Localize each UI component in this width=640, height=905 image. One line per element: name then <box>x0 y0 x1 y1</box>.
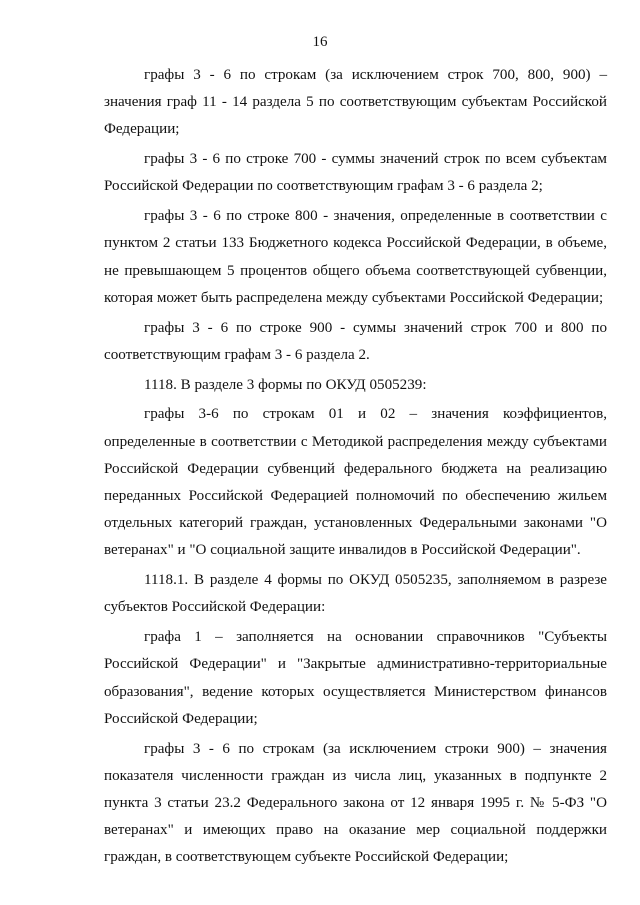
paragraph: графы 3 - 6 по строке 700 - суммы значений строк по всем субъектам Российской Федерации по соответствующим графам 3 - 6 раздела 2; <box>104 151 607 195</box>
paragraph: 1118.1. В разделе 4 формы по ОКУД 0505235, заполняемом в разрезе субъектов Российской Федерации: <box>104 572 607 616</box>
paragraph: графы 3 - 6 по строке 800 - значения, определенные в соответствии с пунктом 2 статьи 133 Бюджетного кодекса Российской Федерации, в объеме, не превышающем 5 процентов общего объема соответствующей субвенции, которая может быть распределена между субъектами Российской Федерации; <box>104 208 607 306</box>
document-body <box>104 62 607 874</box>
paragraph: графы 3 - 6 по строкам (за исключением строк 700, 800, 900) – значения граф 11 - 14 раздела 5 по соответствующим субъектам Российской Федерации; <box>104 67 607 138</box>
paragraph: графы 3 - 6 по строке 900 - суммы значений строк 700 и 800 по соответствующим графам 3 - 6 раздела 2. <box>104 319 607 363</box>
paragraph: графы 3 - 6 по строкам (за исключением строки 900) – значения показателя численности граждан из числа лиц, указанных в подпункте 2 пункта 3 статьи 23.2 Федерального закона от 12 января 1995 г. № 5-ФЗ "О ветеранах" и имеющих право на оказание мер социальной поддержки граждан, в соответствующем субъекте Российской Федерации; <box>104 740 607 866</box>
page-number: 16 <box>312 34 328 50</box>
paragraph: графа 1 – заполняется на основании справочников "Субъекты Российской Федерации" и "Закрытые административно-территориальные образования", ведение которых осуществляется Министерством финансов Российской Федерации; <box>104 629 607 727</box>
paragraph: 1118. В разделе 3 формы по ОКУД 0505239: <box>144 376 427 393</box>
paragraph: графы 3-6 по строкам 01 и 02 – значения коэффициентов, определенные в соответствии с Методикой распределения между субъектами Российской Федерации субвенций федерального бюджета на реализацию переданных Российской Федерацией полномочий по обеспечению жильем отдельных категорий граждан, установленных Федеральными законами "О ветеранах" и "О социальной защите инвалидов в Российской Федерации". <box>104 406 607 559</box>
